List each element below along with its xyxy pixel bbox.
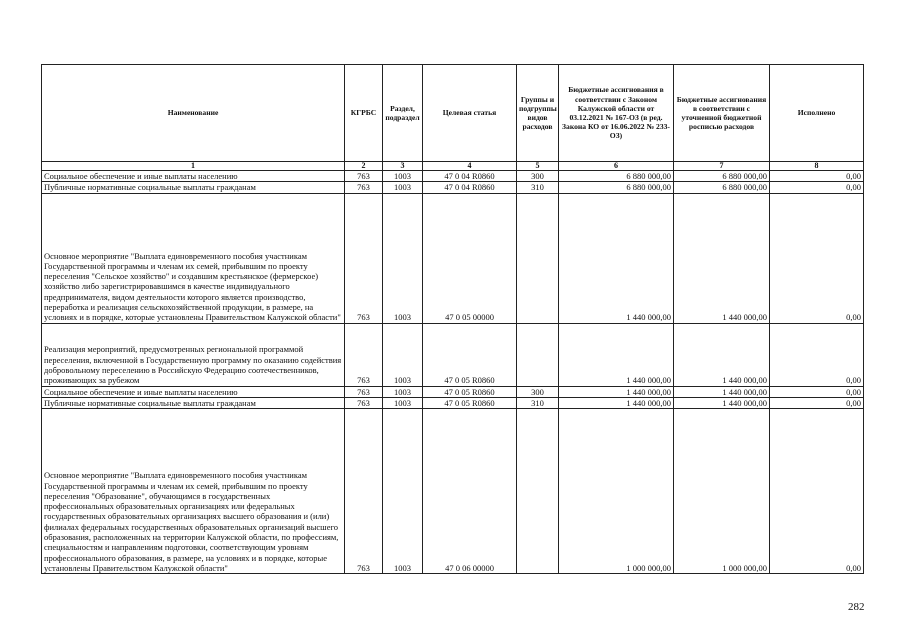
row-refined: 1 440 000,00	[674, 323, 770, 386]
table-row	[42, 397, 864, 408]
column-number: 6	[559, 162, 674, 171]
row-budget: 1 000 000,00	[559, 409, 674, 574]
column-number: 8	[770, 162, 864, 171]
row-group	[517, 323, 559, 386]
row-section: 1003	[383, 397, 423, 408]
row-group	[517, 193, 559, 323]
row-refined: 1 440 000,00	[674, 386, 770, 397]
row-budget: 1 440 000,00	[559, 323, 674, 386]
row-executed: 0,00	[770, 409, 864, 574]
header-target: Целевая статья	[423, 65, 517, 162]
row-name: Публичные нормативные социальные выплаты гражданам	[42, 182, 345, 193]
row-target: 47 0 05 00000	[423, 193, 517, 323]
row-name: Публичные нормативные социальные выплаты гражданам	[42, 397, 345, 408]
column-number: 7	[674, 162, 770, 171]
row-kgrbs: 763	[345, 397, 383, 408]
row-target: 47 0 05 R0860	[423, 386, 517, 397]
header-refined: Бюджетные ассигнования в соответствии с уточненной бюджетной росписью расходов	[674, 65, 770, 162]
row-budget: 1 440 000,00	[559, 397, 674, 408]
row-executed: 0,00	[770, 323, 864, 386]
row-refined: 1 440 000,00	[674, 397, 770, 408]
row-section: 1003	[383, 386, 423, 397]
table-row	[42, 171, 864, 182]
row-refined: 6 880 000,00	[674, 171, 770, 182]
row-section: 1003	[383, 193, 423, 323]
page-number: 282	[848, 601, 865, 613]
row-kgrbs: 763	[345, 409, 383, 574]
row-group: 310	[517, 182, 559, 193]
column-number: 2	[345, 162, 383, 171]
table-row	[42, 409, 864, 574]
header-kgrbs: КГРБС	[345, 65, 383, 162]
row-group: 300	[517, 171, 559, 182]
column-number: 3	[383, 162, 423, 171]
row-executed: 0,00	[770, 182, 864, 193]
row-refined: 6 880 000,00	[674, 182, 770, 193]
row-name: Основное мероприятие "Выплата единовременного пособия участникам Государственной программы и членам их семей, прибывшим по проекту переселения "Образование", обучающимся в государственных профессиональных образовательных организациях или федеральных государственных образовательных организациях высшего образования и (или) филиалах федеральных государственных образовательных организаций высшего образования, расположенных на территории Калужской области, по профессиям, специальностям и направлениям подготовки, соответствующим уровням профессионального образования, в размере, на условиях и в порядке, которые установлены Правительством Калужской области"	[42, 409, 345, 574]
column-number: 4	[423, 162, 517, 171]
header-executed: Исполнено	[770, 65, 864, 162]
header-name: Наименование	[42, 65, 345, 162]
row-kgrbs: 763	[345, 182, 383, 193]
row-executed: 0,00	[770, 397, 864, 408]
column-number-row	[42, 162, 864, 171]
row-kgrbs: 763	[345, 171, 383, 182]
row-budget: 6 880 000,00	[559, 171, 674, 182]
header-row	[42, 65, 864, 162]
row-target: 47 0 04 R0860	[423, 171, 517, 182]
table-row	[42, 323, 864, 386]
row-target: 47 0 05 R0860	[423, 323, 517, 386]
row-budget: 6 880 000,00	[559, 182, 674, 193]
row-name: Социальное обеспечение и иные выплаты населению	[42, 386, 345, 397]
row-kgrbs: 763	[345, 193, 383, 323]
row-refined: 1 440 000,00	[674, 193, 770, 323]
row-section: 1003	[383, 171, 423, 182]
table-row	[42, 386, 864, 397]
row-section: 1003	[383, 182, 423, 193]
row-section: 1003	[383, 323, 423, 386]
row-group: 300	[517, 386, 559, 397]
header-budget: Бюджетные ассигнования в соответствии с Законом Калужской области от 03.12.2021 № 167-ОЗ (в ред. Закона КО от 16.06.2022 № 233-ОЗ)	[559, 65, 674, 162]
row-section: 1003	[383, 409, 423, 574]
row-kgrbs: 763	[345, 386, 383, 397]
row-name: Социальное обеспечение и иные выплаты населению	[42, 171, 345, 182]
budget-table	[41, 64, 864, 574]
row-target: 47 0 06 00000	[423, 409, 517, 574]
row-group: 310	[517, 397, 559, 408]
row-executed: 0,00	[770, 171, 864, 182]
row-target: 47 0 04 R0860	[423, 182, 517, 193]
row-executed: 0,00	[770, 193, 864, 323]
row-name: Основное мероприятие "Выплата единовременного пособия участникам Государственной программы и членам их семей, прибывшим по проекту переселения "Сельское хозяйство" и создавшим крестьянское (фермерское) хозяйство либо зарегистрировавшимся в качестве индивидуального предпринимателя, видом деятельности которого является производство, переработка и реализация сельскохозяйственной продукции, в размере, на условиях и в порядке, которые установлены Правительством Калужской области"	[42, 193, 345, 323]
budget-table-sheet	[41, 64, 863, 574]
column-number: 1	[42, 162, 345, 171]
row-kgrbs: 763	[345, 323, 383, 386]
column-number: 5	[517, 162, 559, 171]
row-target: 47 0 05 R0860	[423, 397, 517, 408]
header-group: Группы и подгруппы видов расходов	[517, 65, 559, 162]
row-executed: 0,00	[770, 386, 864, 397]
row-group	[517, 409, 559, 574]
row-refined: 1 000 000,00	[674, 409, 770, 574]
row-budget: 1 440 000,00	[559, 193, 674, 323]
row-budget: 1 440 000,00	[559, 386, 674, 397]
table-row	[42, 193, 864, 323]
row-name: Реализация мероприятий, предусмотренных региональной программой переселения, включенной в Государственную программу по оказанию содействия добровольному переселению в Российскую Федерацию соотечественников, проживающих за рубежом	[42, 323, 345, 386]
header-section: Раздел, подраздел	[383, 65, 423, 162]
table-row	[42, 182, 864, 193]
